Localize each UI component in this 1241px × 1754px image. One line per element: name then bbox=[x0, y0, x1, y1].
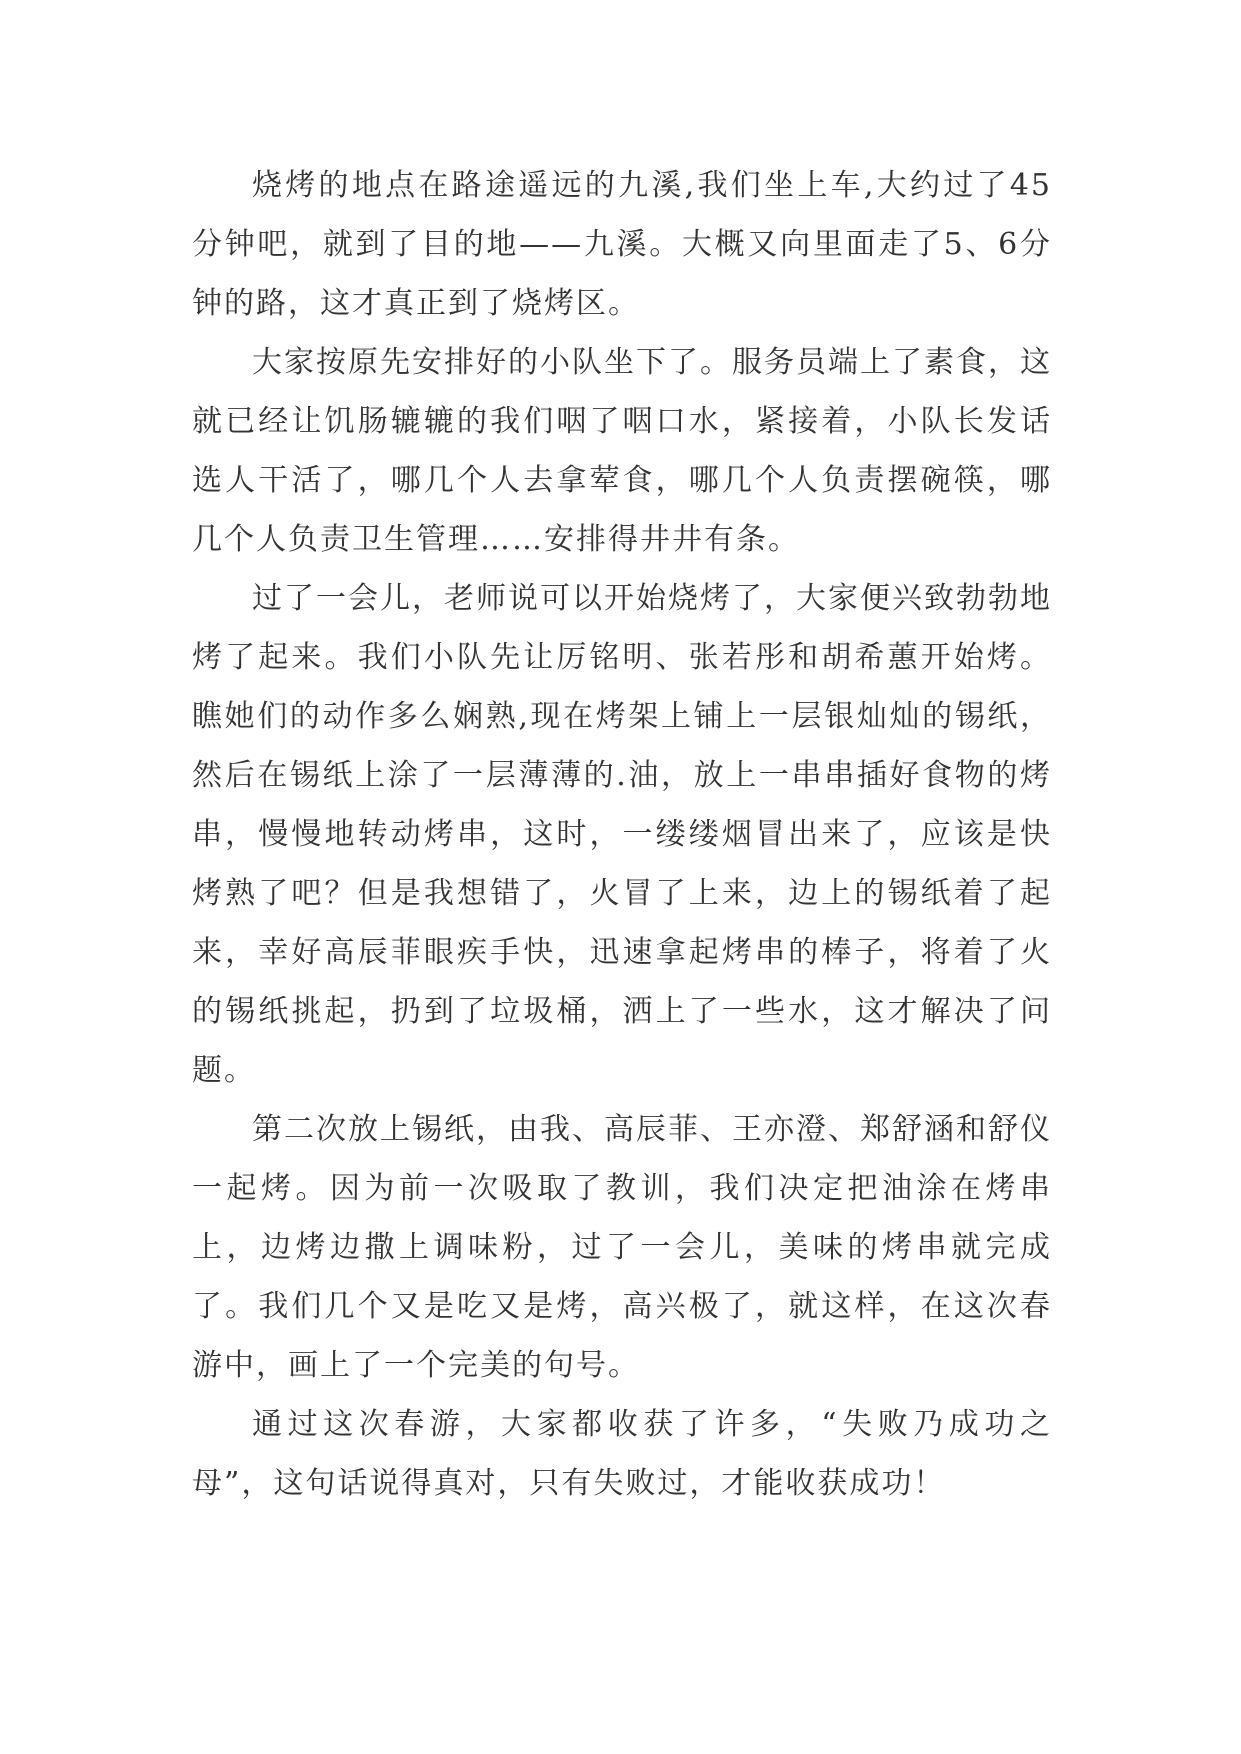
paragraph-3: 过了一会儿，老师说可以开始烧烤了，大家便兴致勃勃地烤了起来。我们小队先让厉铭明、张若彤和胡希蕙开始烤。瞧她们的动作多么娴熟,现在烤架上铺上一层银灿灿的锡纸，然后在锡纸上涂了一层薄薄的.油，放上一串串插好食物的烤串，慢慢地转动烤串，这时，一缕缕烟冒出来了，应该是快烤熟了吧？但是我想错了，火冒了上来，边上的锡纸着了起来，幸好高辰菲眼疾手快，迅速拿起烤串的棒子，将着了火的锡纸挑起，扔到了垃圾桶，洒上了一些水，这才解决了问题。 bbox=[192, 581, 1052, 1088]
document-body bbox=[192, 156, 1052, 1513]
paragraph-5: 通过这次春游，大家都收获了许多，“失败乃成功之母”，这句话说得真对，只有失败过，才能收获成功！ bbox=[192, 1407, 1052, 1501]
paragraph-2: 大家按原先安排好的小队坐下了。服务员端上了素食，这就已经让饥肠辘辘的我们咽了咽口水，紧接着，小队长发话选人干活了，哪几个人去拿荤食，哪几个人负责摆碗筷，哪几个人负责卫生管理……安排得井井有条。 bbox=[192, 345, 1052, 557]
paragraph-4: 第二次放上锡纸，由我、高辰菲、王亦澄、郑舒涵和舒仪一起烤。因为前一次吸取了教训，我们决定把油涂在烤串上，边烤边撒上调味粉，过了一会儿，美味的烤串就完成了。我们几个又是吃又是烤，高兴极了，就这样，在这次春游中，画上了一个完美的句号。 bbox=[192, 1112, 1052, 1383]
paragraph-1: 烧烤的地点在路途遥远的九溪,我们坐上车,大约过了45分钟吧，就到了目的地——九溪。大概又向里面走了5、6分钟的路，这才真正到了烧烤区。 bbox=[192, 168, 1052, 321]
